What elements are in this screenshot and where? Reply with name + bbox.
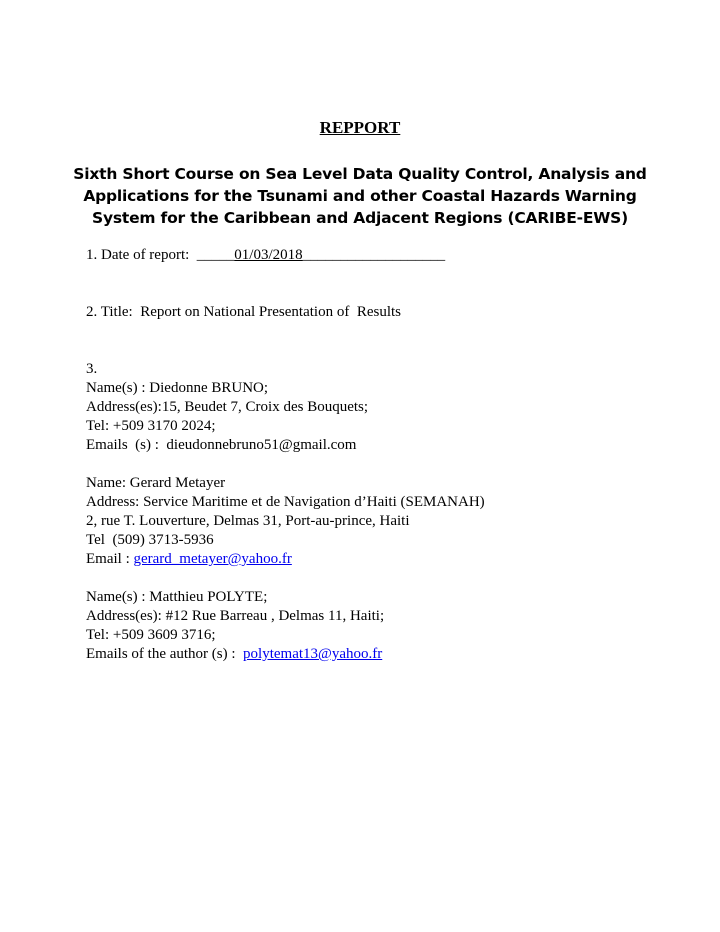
author-1-email-label: Emails (s) : <box>86 437 167 453</box>
report-title: REPPORT <box>319 118 401 137</box>
author-2-address: Address: Service Maritime et de Navigation d’Haiti (SEMANAH) <box>86 494 485 510</box>
course-subtitle: Sixth Short Course on Sea Level Data Quality Control, Analysis and Applications for the Tsunami and other Coastal Hazards Warning System for the Caribbean and Adjacent Regions (CARIBE-EWS) <box>73 165 647 227</box>
author-1-tel: Tel: +509 3170 2024; <box>86 418 216 434</box>
date-underline-tail: ___________________ <box>302 247 446 263</box>
author-1-name: Name(s) : Diedonne BRUNO; <box>86 380 269 396</box>
author-2-address-line-2: 2, rue T. Louverture, Delmas 31, Port-au-prince, Haiti <box>86 513 410 529</box>
date-underline-lead: _____ <box>196 247 235 263</box>
author-1-email: dieudonnebruno51@gmail.com <box>166 437 357 453</box>
author-3-email-link[interactable]: polytemat13@yahoo.fr <box>243 646 383 662</box>
section-3-label: 3. <box>86 361 98 377</box>
author-3-name: Name(s) : Matthieu POLYTE; <box>86 589 268 605</box>
author-2-email-label: Email : <box>86 551 134 567</box>
author-3-address: Address(es): #12 Rue Barreau , Delmas 11, Haiti; <box>86 608 385 624</box>
author-2-name: Name: Gerard Metayer <box>86 475 226 491</box>
date-value: 01/03/2018 <box>234 247 303 263</box>
author-3-tel: Tel: +509 3609 3716; <box>86 627 216 643</box>
date-of-report <box>86 246 445 265</box>
report-title-line: 2. Title: Report on National Presentation of Results <box>86 304 401 320</box>
author-3-email-label: Emails of the author (s) : <box>86 646 244 662</box>
author-1-address: Address(es):15, Beudet 7, Croix des Bouquets; <box>86 399 369 415</box>
author-2-tel: Tel (509) 3713-5936 <box>86 532 214 548</box>
author-1-email-line <box>86 436 356 455</box>
author-2-email-link[interactable]: gerard_metayer@yahoo.fr <box>133 551 292 567</box>
date-label: 1. Date of report: <box>86 247 197 263</box>
author-3-email-line <box>86 645 382 664</box>
author-2-email-line <box>86 550 292 569</box>
